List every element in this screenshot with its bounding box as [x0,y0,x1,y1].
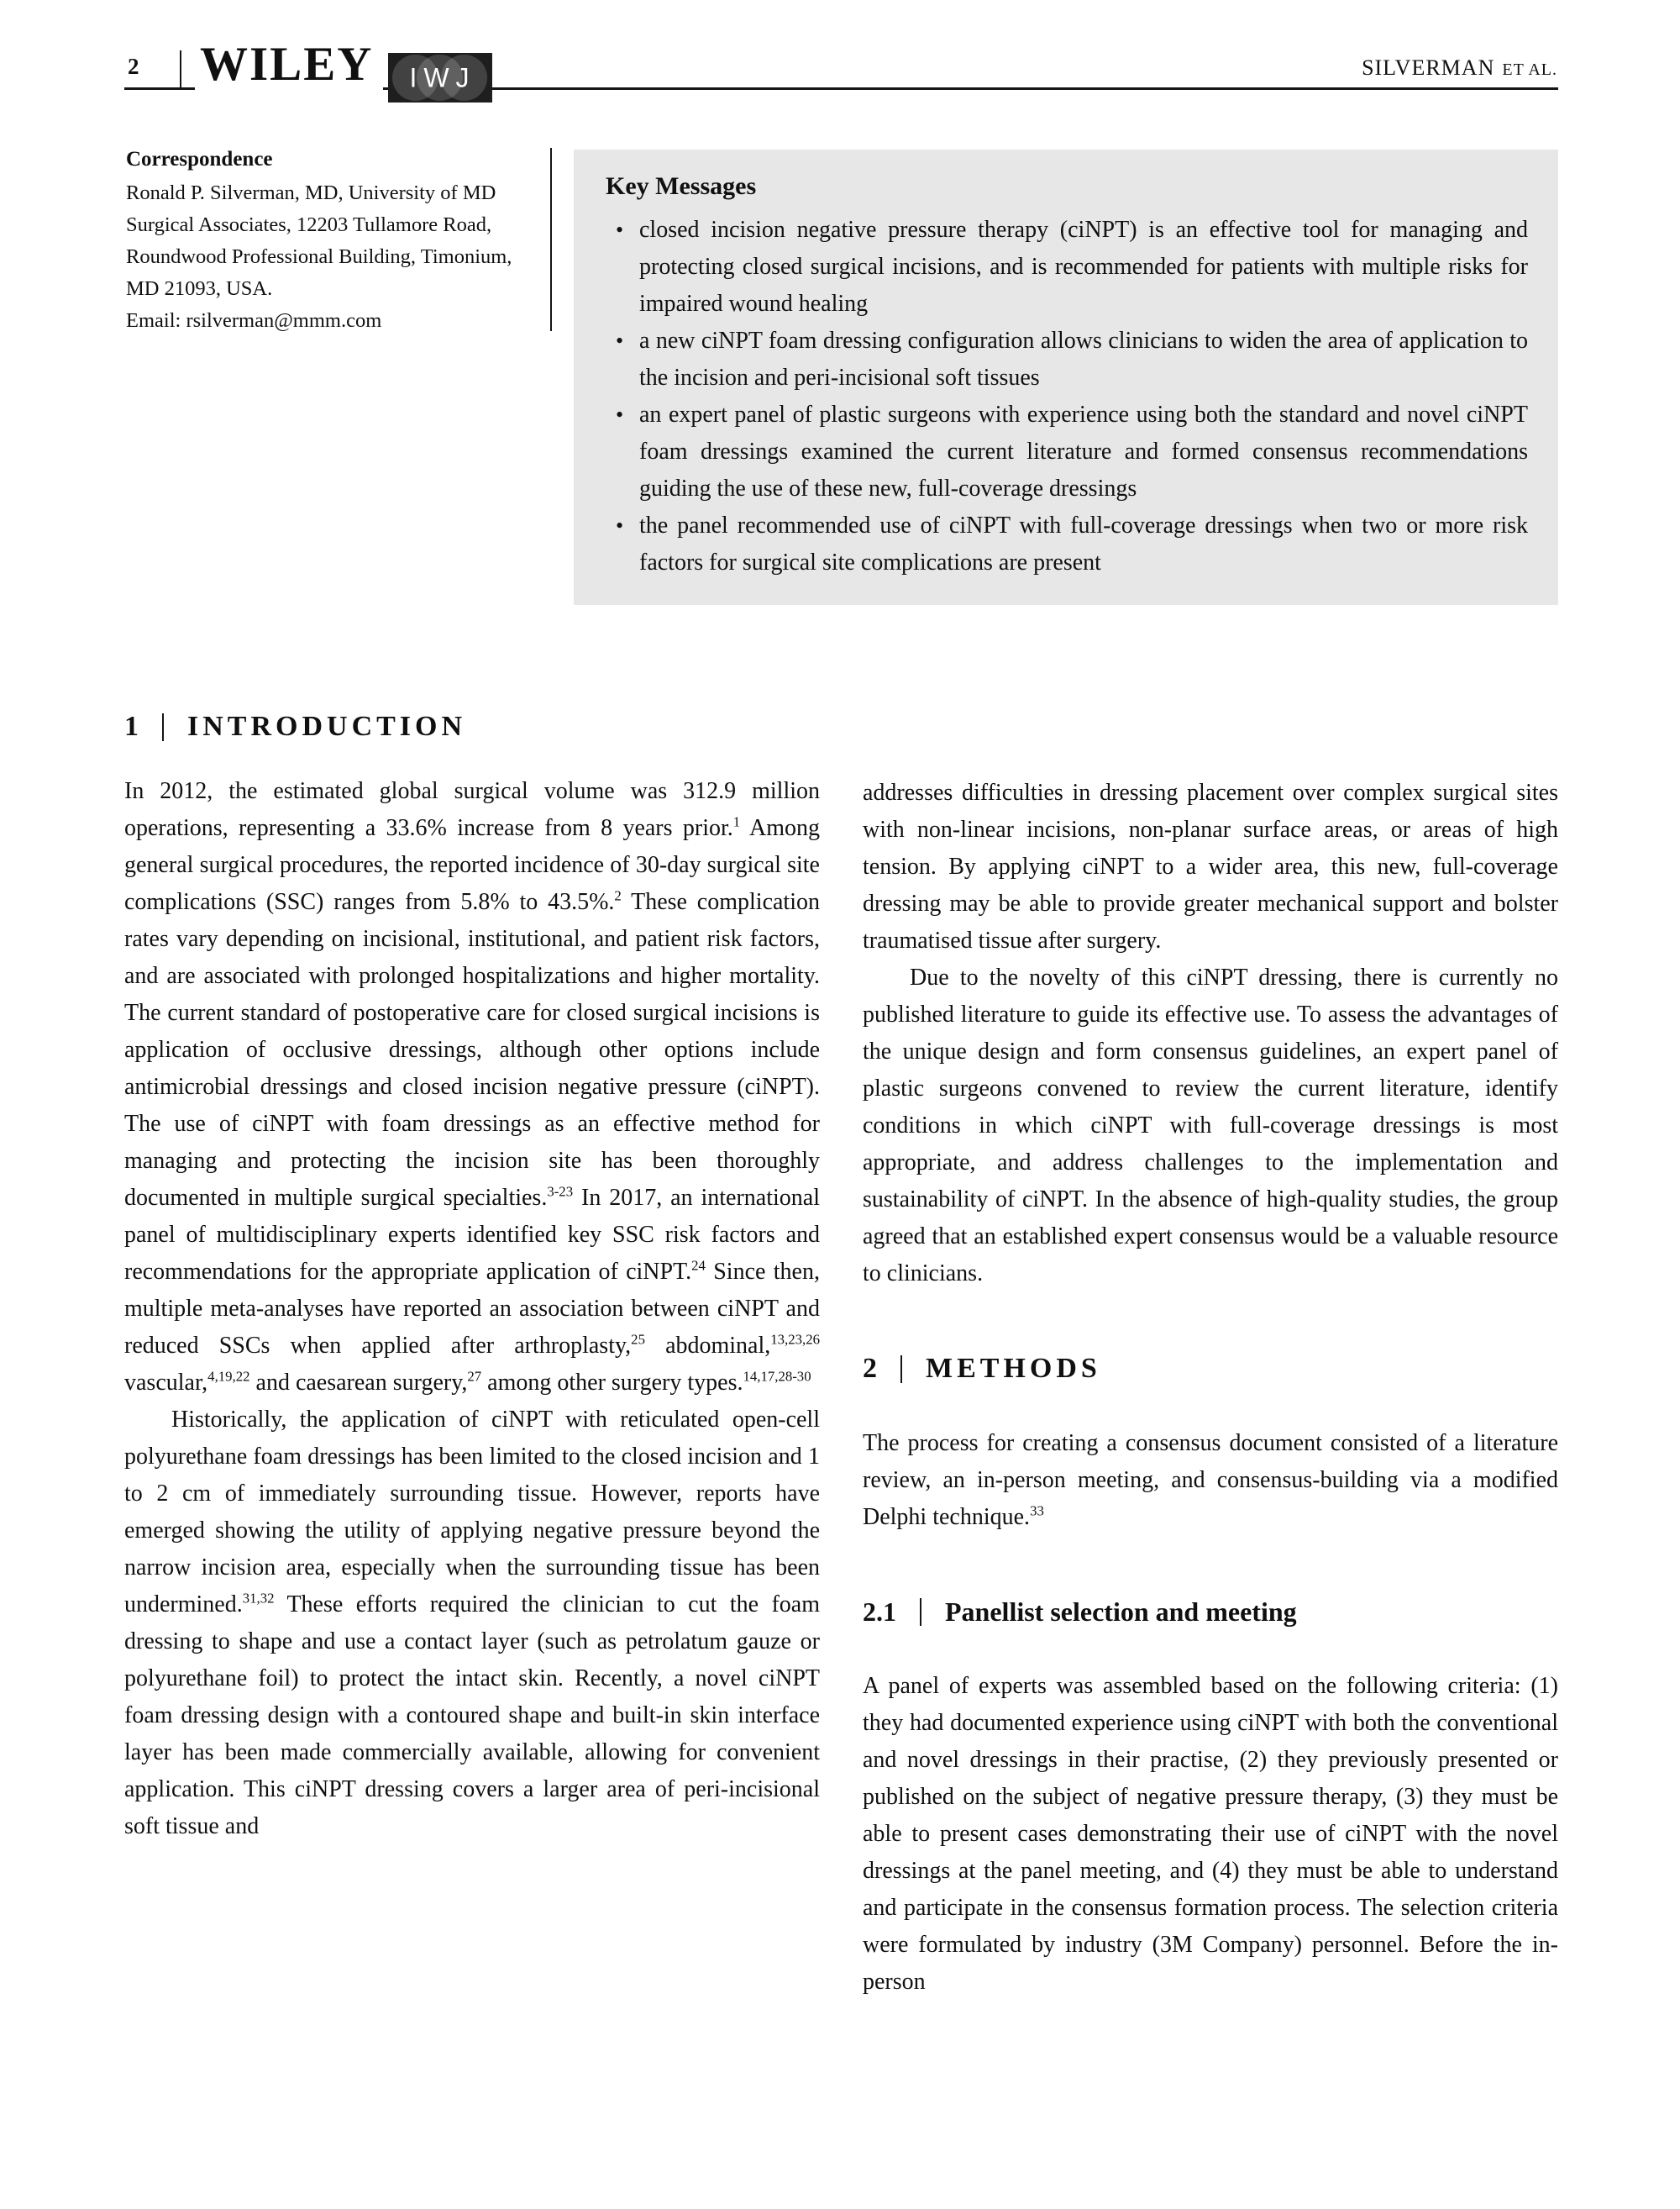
key-messages-heading: Key Messages [606,172,757,200]
key-messages-list [606,212,1528,581]
section-2-1-title: Panellist selection and meeting [945,1596,1297,1627]
correspondence-address: Ronald P. Silverman, MD, University of MD Surgical Associates, 12203 Tullamore Road, Roundwood Professional Building, Timonium, MD 21093, USA. [126,181,512,300]
section-2-number: 2 [863,1353,877,1384]
running-head [1362,55,1557,81]
vertical-divider [550,148,552,331]
running-head-author: SILVERMAN [1362,55,1495,80]
running-head-etal: ET AL. [1502,60,1557,79]
intro-paragraph-1: In 2012, the estimated global surgical volume was 312.9 million operations, representing a 33.6% increase from 8 years prior.$^1$ Among general surgical procedures, the reported incidence of 30-day surgical site complications (SSC) ranges from 5.8% to 43.5%.$^2$ These complication rates vary depending on incisional, institutional, and patient risk factors, and are associated with prolonged hospitalizations and higher mortality. The current standard of postoperative care for closed surgical incisions is application of occlusive dressings, although other options include antimicrobial dressings and closed incision negative pressure (ciNPT). The use of ciNPT with foam dressings as an effective method for managing and protecting the incision site has been thoroughly documented in multiple surgical specialties.$^{3-23}$ In 2017, an international panel of multidisciplinary experts identified key SSC risk factors and recommendations for the appropriate application of ciNPT.$^{24}$ Since then, multiple meta-analyses have reported an association between ciNPT and reduced SSCs when applied after arthroplasty,$^{25}$ abdominal,$^{13,23,26}$ vascular,$^{4,19,22}$ and caesarean surgery,$^{27}$ among other surgery types.$^{14,17,28-30}$ [124,778,820,1396]
section-2-1-number: 2.1 [863,1596,896,1627]
panellist-paragraph: A panel of experts was assembled based on the following criteria: (1) they had documented experience using ciNPT with both the conventional and novel dressings in their practise, (2) they previously presented or published on the subject of negative pressure therapy, (3) they must be able to present cases demonstrating their use of ciNPT with the novel dressings at the panel meeting, and (4) they must be able to understand and participate in the consensus formation process. The selection criteria were formulated by industry (3M Company) personnel. Before the in-person [863,1673,1558,1995]
wiley-logo: WILEY [195,40,383,92]
key-message-item: • closed incision negative pressure therapy (ciNPT) is an effective tool for managing and protecting closed surgical incisions, and is recommended for patients with multiple risks for impaired wound healing [606,212,1528,323]
heading-bar [162,713,164,741]
key-message-item: • an expert panel of plastic surgeons with experience using both the standard and novel ciNPT foam dressings examined the current literature and formed consensus recommendations guiding the use of these new, full-coverage dressings [606,397,1528,508]
left-column [124,711,820,1845]
right-column [863,775,1558,2001]
key-message-item: • a new ciNPT foam dressing configuration allows clinicians to widen the area of application to the incision and peri-incisional soft tissues [606,323,1528,397]
page-number: 2 [128,54,139,79]
correspondence-email: Email: rsilverman@mmm.com [126,309,382,332]
intro-paragraph-3: addresses difficulties in dressing placement over complex surgical sites with non-linear incisions, non-planar surface areas, or areas of high tension. By applying ciNPT to a wider area, this new, full-coverage dressing may be able to provide greater mechanical support and bolster traumatised tissue after surgery. [863,780,1558,954]
section-2-heading [863,1353,1558,1385]
intro-paragraph-4: Due to the novelty of this ciNPT dressing, there is currently no published literature to guide its effective use. To assess the advantages of the unique design and form consensus guidelines, an expert panel of plastic surgeons convened to review the current literature, identify conditions in which ciNPT with full-coverage dressings is most appropriate, and address challenges to the implementation and sustainability of ciNPT. In the absence of high-quality studies, the group agreed that an established expert consensus would be a valuable resource to clinicians. [863,965,1558,1286]
key-messages-box [574,150,1558,605]
iwj-journal-logo [388,53,492,103]
section-2-1-heading [863,1596,1558,1628]
heading-bar [900,1355,902,1383]
correspondence-heading: Correspondence [126,148,273,171]
header-tick-divider [180,50,181,89]
section-1-title: INTRODUCTION [187,711,467,742]
iwj-logo-text: IWJ [409,62,476,92]
correspondence-block [126,145,529,337]
section-1-number: 1 [124,711,139,742]
section-1-heading [124,711,820,743]
heading-bar [920,1598,921,1626]
methods-paragraph: The process for creating a consensus document consisted of a literature review, an in-person meeting, and consensus-building via a modified Delphi technique.$^{33}$ [863,1430,1558,1530]
key-message-item: • the panel recommended use of ciNPT with full-coverage dressings when two or more risk factors for surgical site complications are present [606,508,1528,581]
section-2-title: METHODS [926,1353,1101,1384]
intro-paragraph-2: Historically, the application of ciNPT with reticulated open-cell polyurethane foam dressings has been limited to the closed incision and 1 to 2 cm of immediately surrounding tissue. However, reports have emerged showing the utility of applying negative pressure beyond the narrow incision area, especially when the surrounding tissue has been undermined.$^{31,32}$ These efforts required the clinician to cut the foam dressing to shape and use a contact layer (such as petrolatum gauze or polyurethane foil) to protect the intact skin. Recently, a novel ciNPT foam dressing design with a contoured shape and built-in skin interface layer has been made commercially available, allowing for convenient application. This ciNPT dressing covers a larger area of peri-incisional soft tissue and [124,1407,820,1839]
